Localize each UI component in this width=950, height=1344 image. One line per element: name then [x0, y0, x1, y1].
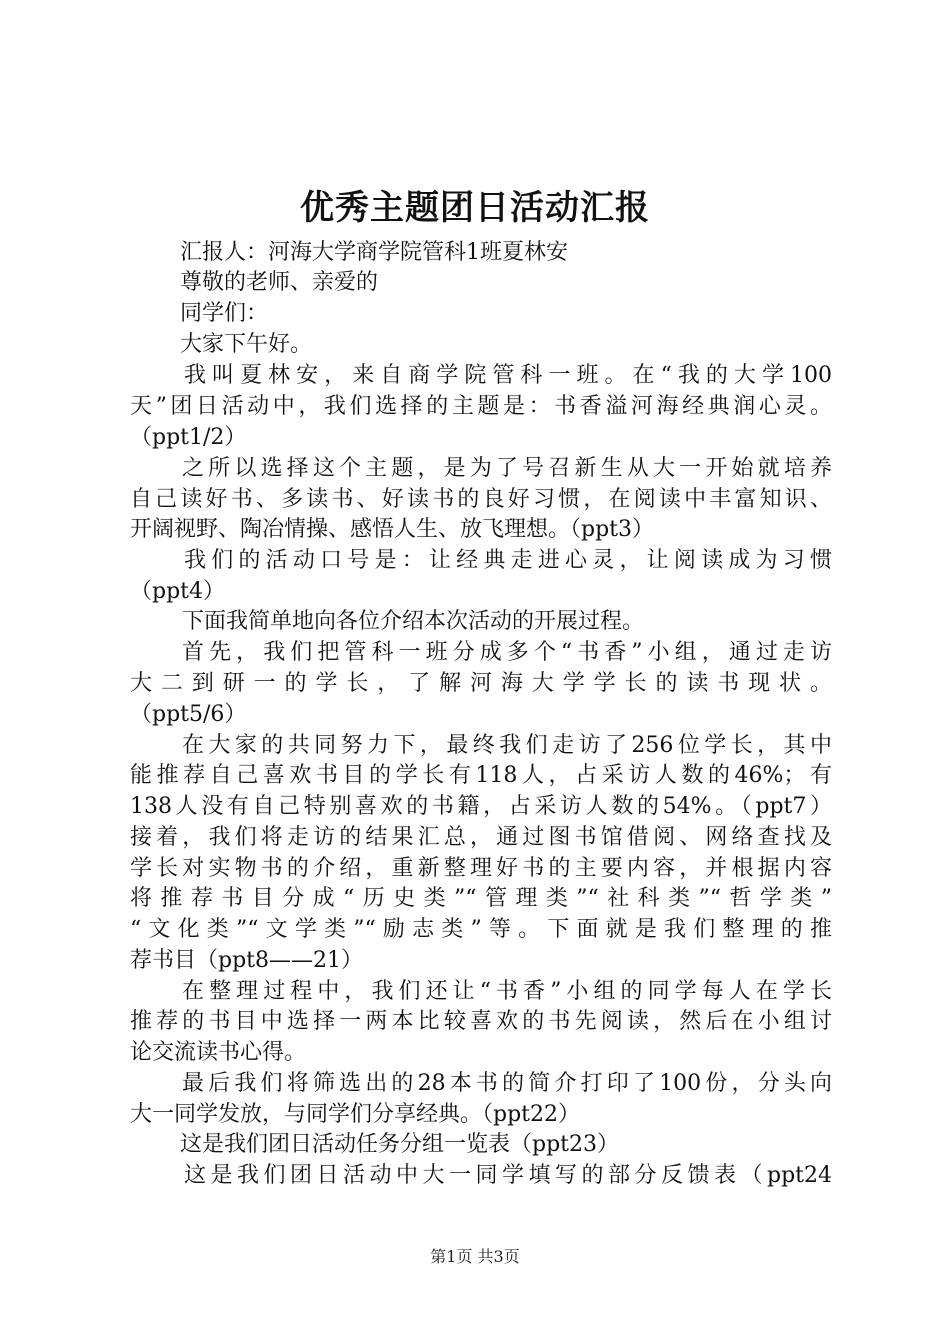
body-line: 在整理过程中，我们还让“书香”小组的同学每人在学长 [182, 979, 832, 1004]
salutation-line: 同学们： [180, 301, 269, 326]
body-line: 开阔视野、陶冶情操、感悟人生、放飞理想。（ppt3） [130, 517, 655, 542]
body-line: （ppt5/6） [130, 702, 247, 727]
body-line: 论交流读书心得。 [130, 1040, 307, 1065]
body-line: 这是我们团日活动任务分组一览表（ppt23） [180, 1132, 620, 1157]
body-line: 推荐的书目中选择一两本比较喜欢的书先阅读，然后在小组讨 [130, 1009, 832, 1034]
body-line: （ppt1/2） [130, 425, 247, 450]
body-line: 将推荐书目分成“历史类”“管理类”“社科类”“哲学类” [130, 886, 832, 911]
body-line: 我叫夏林安，来自商学院管科一班。在“我的大学100 [184, 363, 832, 388]
body-line: 下面我简单地向各位介绍本次活动的开展过程。 [182, 609, 645, 634]
document-title: 优秀主题团日活动汇报 [300, 188, 650, 228]
page-number: 第1页 共3页 [430, 1247, 520, 1266]
body-line: 大一同学发放，与同学们分享经典。（ppt22） [130, 1102, 581, 1127]
body-line: 自己读好书、多读书、好读书的良好习惯，在阅读中丰富知识、 [130, 487, 832, 512]
body-line: 首先，我们把管科一班分成多个“书香”小组，通过走访 [182, 640, 832, 665]
salutation-line: 尊敬的老师、亲爱的 [180, 270, 379, 295]
body-line: 在大家的共同努力下，最终我们走访了256位学长，其中 [182, 733, 832, 758]
body-line: 能推荐自己喜欢书目的学长有118人，占采访人数的46%；有 [130, 763, 832, 788]
body-line: 大二到研一的学长，了解河海大学学长的读书现状。 [130, 671, 832, 696]
body-line: 之所以选择这个主题，是为了号召新生从大一开始就培养 [182, 456, 832, 481]
body-line: 138人没有自己特别喜欢的书籍，占采访人数的54%。（ppt7） [130, 794, 832, 819]
body-line: 学长对实物书的介绍，重新整理好书的主要内容，并根据内容 [130, 856, 832, 881]
body-line: （ppt4） [130, 579, 226, 604]
reporter-line: 汇报人：河海大学商学院管科1班夏林安 [180, 240, 568, 265]
body-line: 接着，我们将走访的结果汇总，通过图书馆借阅、网络查找及 [130, 825, 832, 850]
body-line: “文化类”“文学类”“励志类”等。下面就是我们整理的推 [130, 917, 832, 942]
body-line: 天”团日活动中，我们选择的主题是：书香溢河海经典润心灵。 [130, 394, 832, 419]
body-line: 最后我们将筛选出的28本书的简介打印了100份，分头向 [182, 1071, 832, 1096]
greeting-line: 大家下午好。 [180, 332, 313, 357]
body-line: 这是我们团日活动中大一同学填写的部分反馈表（ppt24 [184, 1163, 832, 1188]
body-line: 荐书目（ppt8——21） [130, 948, 363, 973]
body-line: 我们的活动口号是：让经典走进心灵，让阅读成为习惯 [184, 548, 832, 573]
